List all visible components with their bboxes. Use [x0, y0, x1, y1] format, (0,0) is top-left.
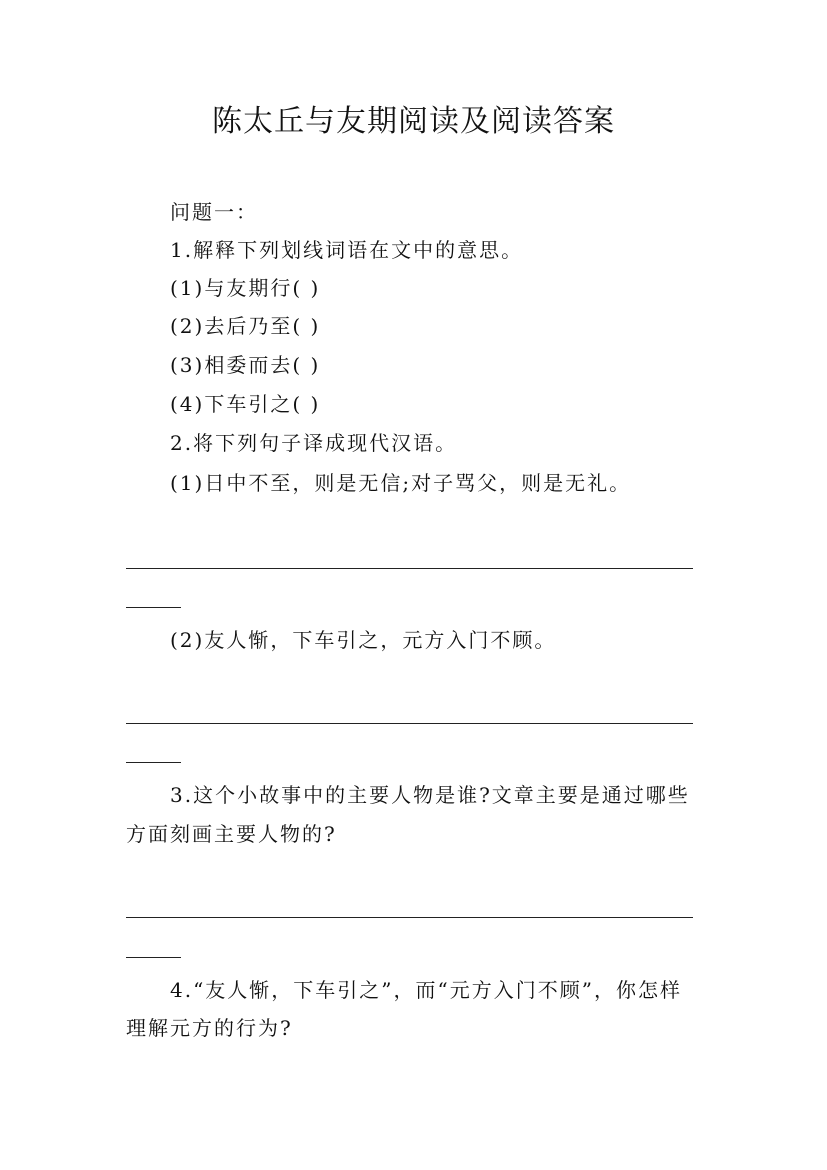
question-3-line-2: 方面刻画主要人物的?	[126, 822, 337, 846]
answer-line-end	[126, 607, 181, 608]
question-3-line-1: 3.这个小故事中的主要人物是谁?文章主要是通过哪些	[170, 783, 690, 807]
question-2-sentence-1: (1)日中不至，则是无信;对子骂父，则是无礼。	[170, 471, 632, 495]
question-1-item-3: (3)相委而去( )	[170, 353, 321, 377]
answer-line-end	[126, 762, 181, 763]
question-4-line-2: 理解元方的行为?	[126, 1016, 293, 1040]
section-heading: 问题一：	[170, 200, 258, 224]
question-4-line-1: 4.“友人惭，下车引之”，而“元方入门不顾”，你怎样	[170, 978, 682, 1002]
question-1-item-1: (1)与友期行( )	[170, 276, 321, 300]
answer-line	[126, 568, 693, 569]
page-title: 陈太丘与友期阅读及阅读答案	[212, 104, 615, 139]
question-2-sentence-2: (2)友人惭，下车引之，元方入门不顾。	[170, 628, 557, 652]
question-1-item-2: (2)去后乃至( )	[170, 314, 321, 338]
question-1: 1.解释下列划线词语在文中的意思。	[170, 238, 524, 262]
answer-line	[126, 723, 693, 724]
answer-line-end	[126, 957, 181, 958]
answer-line	[126, 917, 693, 918]
question-1-item-4: (4)下车引之( )	[170, 392, 321, 416]
question-2: 2.将下列句子译成现代汉语。	[170, 431, 458, 455]
